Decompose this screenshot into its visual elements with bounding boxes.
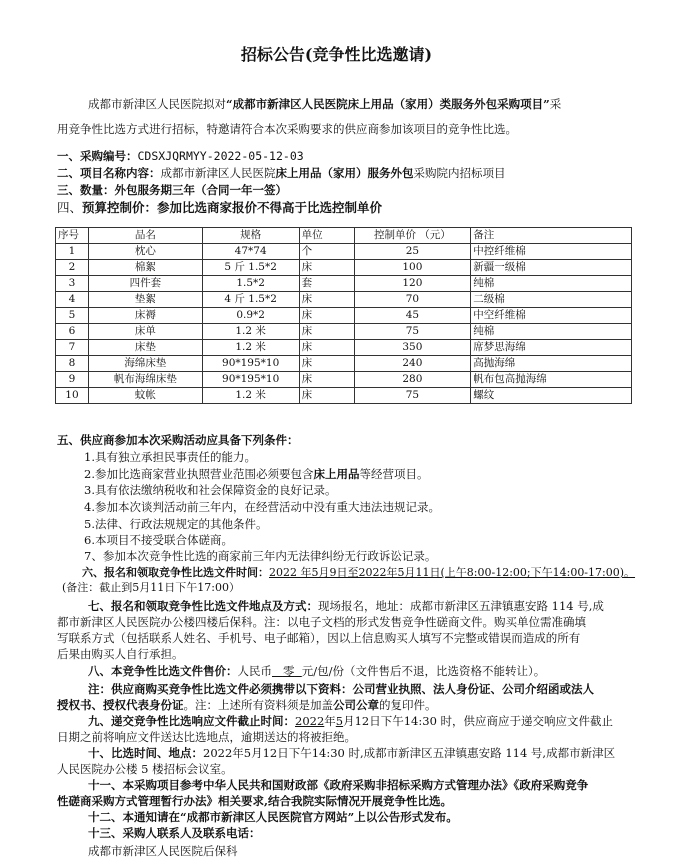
table-row	[56, 372, 632, 388]
item-name: 床单	[88, 324, 202, 340]
item-unit: 个	[299, 244, 354, 260]
deadline-year: 2022	[295, 714, 325, 728]
item-name: 蚊帐	[88, 388, 202, 404]
section-quantity: 三、数量：外包服务期三年（合同一年一签）	[57, 183, 287, 197]
price-value: 零	[282, 664, 295, 678]
item-price: 100	[354, 260, 471, 276]
item-unit: 床	[299, 340, 354, 356]
section-label: 六、报名和领取竞争性比选文件时间：	[82, 566, 269, 579]
regulations-line: 性磋商采购方式管理暂行办法》相关要求,结合我院实际情况开展竞争性比选。	[57, 794, 452, 808]
table-row	[56, 388, 632, 404]
section-label: 一、采购编号：	[57, 149, 138, 163]
requirement-item: 4.参加本次谈判活动前三年内，在经营活动中没有重大违法违规记录。	[84, 500, 440, 514]
item-remark: 高抛海绵	[471, 356, 632, 372]
row-number: 6	[56, 324, 89, 340]
deadline-month: 5	[335, 714, 344, 728]
requirement-text: 2.参加比选商家营业执照营业范围必须要包含	[84, 467, 314, 481]
item-spec: 90*195*10	[202, 372, 299, 388]
section-budget	[57, 200, 382, 216]
deadline-line: 日期之前将响应文件送达比选地点，逾期送达的将被拒绝。	[57, 730, 356, 744]
table-row	[56, 276, 632, 292]
item-remark: 纯棉	[471, 324, 632, 340]
procurement-number: CDSXJQRMYY-2022-05-12-03	[137, 149, 304, 163]
bid-place-line: 人民医院办公楼 5 楼招标会议室。	[57, 762, 233, 776]
item-spec: 47*74	[202, 244, 299, 260]
row-number: 9	[56, 372, 89, 388]
item-price: 240	[354, 356, 471, 372]
row-number: 4	[56, 292, 89, 308]
deadline-year-unit: 年	[324, 714, 336, 728]
price-table	[55, 227, 632, 404]
item-unit: 床	[299, 292, 354, 308]
section-procurement-number	[57, 148, 304, 164]
hospital-name: 成都市新津区人民医院	[160, 166, 276, 180]
item-price: 350	[354, 340, 471, 356]
intro-line-1	[88, 96, 561, 112]
item-spec: 90*195*10	[202, 356, 299, 372]
reg-end-year: 2022	[358, 566, 387, 579]
requirement-item: 7、参加本次竞争性比选的商家前三年内无法律纠纷无行政诉讼记录。	[84, 549, 437, 563]
row-number: 3	[56, 276, 89, 292]
intro-text: 成都市新津区人民医院拟对	[88, 97, 226, 111]
item-unit: 床	[299, 388, 354, 404]
price-currency: 人民币	[237, 664, 272, 678]
item-price: 75	[354, 324, 471, 340]
item-price: 120	[354, 276, 471, 292]
requirement-keyword: 床上用品	[313, 467, 360, 481]
requirement-item	[84, 466, 428, 482]
section-label: 九、递交竞争性比选响应文件截止时间：	[88, 714, 295, 728]
intro-line-2: 用竞争性比选方式进行招标，特邀请符合本次采购要求的供应商参加该项目的竞争性比选。	[57, 122, 517, 136]
item-spec: 4 斤 1.5*2	[202, 292, 299, 308]
bid-place-text: 2022年5月12日下午14:30 时,成都市新津区五津镇惠安路 114 号,成都市新津区	[203, 746, 616, 760]
place-line: 都市新津区人民医院办公楼四楼后保科。注：以电子文档的形式发售竞争性磋商文件。购买单位需准确填	[57, 615, 586, 629]
item-name: 床垫	[88, 340, 202, 356]
item-unit: 床	[299, 260, 354, 276]
row-number: 7	[56, 340, 89, 356]
section-number: 四、	[57, 200, 83, 215]
reg-month: 5	[311, 566, 319, 579]
footer-department: 成都市新津区人民医院后保科	[88, 844, 238, 858]
col-header: 单位	[299, 228, 354, 244]
place-line: 后果由购买人自行承担。	[57, 647, 184, 661]
note-tail: 的复印件。	[379, 698, 437, 712]
section-publication: 十二、本通知请在“成都市新津区人民医院官方网站”上以公告形式发布。	[88, 810, 458, 824]
item-name: 床褥	[88, 308, 202, 324]
table-row	[56, 292, 632, 308]
item-price: 25	[354, 244, 471, 260]
table-row	[56, 308, 632, 324]
item-spec: 5 斤 1.5*2	[202, 260, 299, 276]
deadline-tail: 月12日下午14:30 时，供应商应于递交响应文件截止	[343, 714, 614, 728]
section-deadline	[88, 713, 613, 729]
col-header: 备注	[471, 228, 632, 244]
intro-tail: 采	[549, 97, 562, 111]
section-project-name	[57, 165, 506, 181]
section-label: 七、报名和领取竞争性比选文件地点及方式：	[88, 599, 318, 613]
requirement-item: 3.具有依法缴纳税收和社会保障资金的良好记录。	[84, 483, 337, 497]
item-name: 帆布海绵床垫	[88, 372, 202, 388]
item-spec: 1.5*2	[202, 276, 299, 292]
item-remark: 螺纹	[471, 388, 632, 404]
table-row	[56, 340, 632, 356]
documents-note: 注：供应商购买竞争性比选文件必须携带以下资料：公司营业执照、法人身份证、公司介绍函或法人	[88, 682, 594, 696]
section-label: 二、项目名称内容：	[57, 166, 161, 180]
section-registration-time	[82, 565, 635, 581]
table-row	[56, 244, 632, 260]
reg-year: 2022 年	[269, 566, 312, 579]
item-price: 70	[354, 292, 471, 308]
table-header-row	[56, 228, 632, 244]
table-row	[56, 260, 632, 276]
documents-note-line-2	[57, 697, 437, 713]
item-name: 棉絮	[88, 260, 202, 276]
requirement-tail: 等经营项目。	[359, 467, 429, 481]
place-line: 写联系方式（包括联系人姓名、手机号、电子邮箱），因以上信息购买人填写不完整或错误而造成的所有	[57, 631, 581, 645]
requirement-item: 1.具有独立承担民事责任的能力。	[84, 450, 256, 464]
item-unit: 床	[299, 372, 354, 388]
section-requirements-heading: 五、供应商参加本次采购活动应具备下列条件：	[57, 433, 299, 447]
item-remark: 中控纤维棉	[471, 244, 632, 260]
table-row	[56, 324, 632, 340]
row-number: 5	[56, 308, 89, 324]
reg-end-date: 年5月11日(上午8:00-12:00;下午14:00-17:00)。	[386, 566, 636, 579]
note-seal: 公司公章	[333, 698, 379, 712]
col-header: 序号	[56, 228, 89, 244]
place-text: 现场报名，地址：成都市新津区五津镇惠安路 114 号,成	[318, 599, 604, 613]
service-name: 床上用品（家用）服务外包	[275, 166, 414, 180]
item-name: 海绵床垫	[88, 356, 202, 372]
item-spec: 0.9*2	[202, 308, 299, 324]
item-remark: 中空纤维棉	[471, 308, 632, 324]
item-price: 280	[354, 372, 471, 388]
page-title: 招标公告(竞争性比选邀请)	[240, 45, 433, 64]
section-contact: 十三、采购人联系人及联系电话：	[88, 826, 261, 840]
item-spec: 1.2 米	[202, 388, 299, 404]
item-spec: 1.2 米	[202, 324, 299, 340]
price-tail: 元/包/份（文件售后不退，比选资格不能转让）。	[301, 664, 546, 678]
table-row	[56, 356, 632, 372]
note-bold: 授权书、授权代表身份证	[57, 698, 184, 712]
section-registration-place	[88, 598, 604, 614]
item-price: 45	[354, 308, 471, 324]
section-label: 十、比选时间、地点：	[88, 746, 203, 760]
section-regulations: 十一、本采购项目参考中华人民共和国财政部《政府采购非招标采购方式管理办法》《政府采购竞争	[88, 778, 589, 792]
item-remark: 新疆一级棉	[471, 260, 632, 276]
item-remark: 纯棉	[471, 276, 632, 292]
item-name: 四件套	[88, 276, 202, 292]
note-text: 。注：上述所有资料须是加盖	[183, 698, 333, 712]
col-header: 控制单价 （元）	[354, 228, 471, 244]
col-header: 规格	[202, 228, 299, 244]
item-remark: 帆布包高抛海绵	[471, 372, 632, 388]
col-header: 品名	[88, 228, 202, 244]
requirement-item: 6.本项目不接受联合体磋商。	[84, 533, 233, 547]
item-unit: 床	[299, 308, 354, 324]
item-unit: 床	[299, 356, 354, 372]
row-number: 10	[56, 388, 89, 404]
budget-text: 预算控制价：参加比选商家报价不得高于比选控制单价	[82, 200, 383, 215]
item-remark: 席梦思海绵	[471, 340, 632, 356]
item-spec: 1.2 米	[202, 340, 299, 356]
item-name: 垫絮	[88, 292, 202, 308]
section-price	[88, 663, 545, 679]
reg-day: 月9日至	[318, 566, 359, 579]
project-tail: 采购院内招标项目	[413, 166, 506, 180]
item-price: 75	[354, 388, 471, 404]
row-number: 2	[56, 260, 89, 276]
item-unit: 套	[299, 276, 354, 292]
section-bid-time-place	[88, 745, 615, 761]
price-amount	[272, 664, 302, 678]
section-label: 八、本竞争性比选文件售价：	[88, 664, 238, 678]
row-number: 1	[56, 244, 89, 260]
project-name: “成都市新津区人民医院床上用品（家用）类服务外包采购项目”	[226, 97, 550, 111]
item-remark: 二级棉	[471, 292, 632, 308]
item-name: 枕心	[88, 244, 202, 260]
row-number: 8	[56, 356, 89, 372]
requirement-item: 5.法律、行政法规规定的其他条件。	[84, 517, 268, 531]
registration-note: (备注：截止到5月11日下午17:00）	[62, 581, 240, 594]
item-unit: 床	[299, 324, 354, 340]
